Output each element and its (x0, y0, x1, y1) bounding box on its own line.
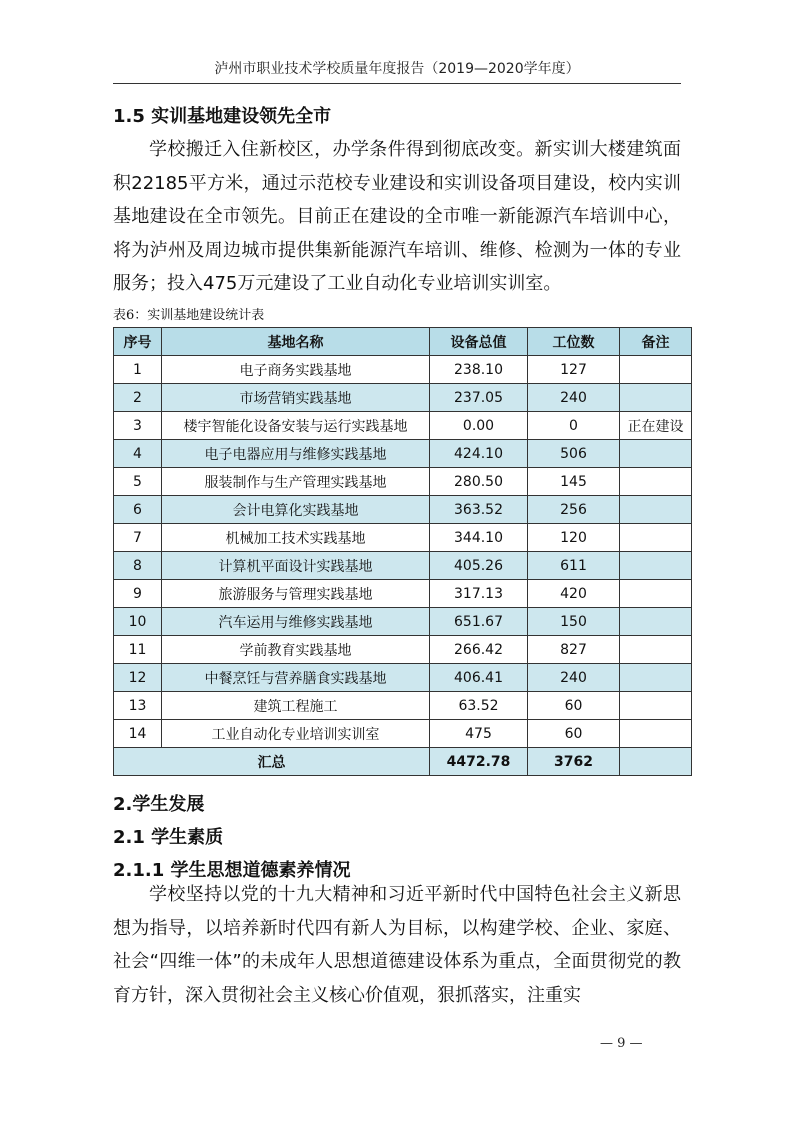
cell-remarks: 正在建设 (620, 412, 692, 440)
cell-equipment-value: 0.00 (430, 412, 528, 440)
cell-index: 11 (114, 636, 162, 664)
cell-index: 7 (114, 524, 162, 552)
table-caption: 表6：实训基地建设统计表 (113, 308, 265, 323)
cell-remarks (620, 580, 692, 608)
cell-index: 5 (114, 468, 162, 496)
cell-remarks (620, 664, 692, 692)
total-equipment-value: 4472.78 (430, 748, 528, 776)
total-workstations: 3762 (528, 748, 620, 776)
header-remarks: 备注 (620, 328, 692, 356)
cell-equipment-value: 63.52 (430, 692, 528, 720)
cell-index: 10 (114, 608, 162, 636)
total-remarks (620, 748, 692, 776)
table-header-row (114, 328, 692, 356)
cell-index: 13 (114, 692, 162, 720)
cell-remarks (620, 468, 692, 496)
cell-base-name: 电子商务实践基地 (162, 356, 430, 384)
cell-workstations: 506 (528, 440, 620, 468)
cell-workstations: 0 (528, 412, 620, 440)
cell-equipment-value: 424.10 (430, 440, 528, 468)
cell-remarks (620, 524, 692, 552)
cell-remarks (620, 384, 692, 412)
header-workstations: 工位数 (528, 328, 620, 356)
cell-equipment-value: 405.26 (430, 552, 528, 580)
cell-base-name: 学前教育实践基地 (162, 636, 430, 664)
cell-equipment-value: 344.10 (430, 524, 528, 552)
cell-equipment-value: 651.67 (430, 608, 528, 636)
header-rule (113, 83, 681, 84)
cell-index: 8 (114, 552, 162, 580)
cell-index: 9 (114, 580, 162, 608)
cell-base-name: 计算机平面设计实践基地 (162, 552, 430, 580)
cell-index: 12 (114, 664, 162, 692)
table-row (114, 580, 692, 608)
cell-base-name: 工业自动化专业培训实训室 (162, 720, 430, 748)
table-row (114, 636, 692, 664)
cell-base-name: 机械加工技术实践基地 (162, 524, 430, 552)
table-total-row (114, 748, 692, 776)
cell-remarks (620, 552, 692, 580)
table-row (114, 692, 692, 720)
section-2-1-1-title: 2.1.1 学生思想道德素养情况 (113, 860, 351, 881)
cell-base-name: 旅游服务与管理实践基地 (162, 580, 430, 608)
cell-equipment-value: 406.41 (430, 664, 528, 692)
cell-remarks (620, 608, 692, 636)
table-row (114, 608, 692, 636)
header-base-name: 基地名称 (162, 328, 430, 356)
section-2-1-title: 2.1 学生素质 (113, 827, 224, 848)
cell-index: 4 (114, 440, 162, 468)
cell-equipment-value: 363.52 (430, 496, 528, 524)
cell-base-name: 汽车运用与维修实践基地 (162, 608, 430, 636)
cell-index: 3 (114, 412, 162, 440)
cell-equipment-value: 238.10 (430, 356, 528, 384)
table-row (114, 412, 692, 440)
section-1-5-paragraph: 学校搬迁入住新校区，办学条件得到彻底改变。新实训大楼建筑面积22185平方米，通过示范校专业建设和实训设备项目建设，校内实训基地建设在全市领先。目前正在建设的全市唯一新能源汽车培训中心，将为泸州及周边城市提供集新能源汽车培训、维修、检测为一体的专业服务；投入475万元建设了工业自动化专业培训实训室。 (113, 139, 681, 294)
header-index: 序号 (114, 328, 162, 356)
cell-remarks (620, 720, 692, 748)
page-number: — 9 — (600, 1036, 643, 1051)
running-header: 泸州市职业技术学校质量年度报告（2019—2020学年度） (214, 61, 580, 77)
cell-workstations: 150 (528, 608, 620, 636)
cell-index: 6 (114, 496, 162, 524)
table-row (114, 664, 692, 692)
table-row (114, 496, 692, 524)
table-row (114, 552, 692, 580)
table-row (114, 468, 692, 496)
table-row (114, 524, 692, 552)
cell-workstations: 60 (528, 720, 620, 748)
cell-index: 2 (114, 384, 162, 412)
cell-base-name: 电子电器应用与维修实践基地 (162, 440, 430, 468)
cell-index: 14 (114, 720, 162, 748)
cell-workstations: 127 (528, 356, 620, 384)
cell-equipment-value: 317.13 (430, 580, 528, 608)
cell-equipment-value: 237.05 (430, 384, 528, 412)
section-1-5-title: 1.5 实训基地建设领先全市 (113, 106, 332, 127)
section-2-1-1-paragraph: 学校坚持以党的十九大精神和习近平新时代中国特色社会主义新思想为指导，以培养新时代四有新人为目标，以构建学校、企业、家庭、社会“四维一体”的未成年人思想道德建设体系为重点，全面贯彻党的教育方针，深入贯彻社会主义核心价值观，狠抓落实，注重实 (113, 884, 681, 1006)
cell-equipment-value: 280.50 (430, 468, 528, 496)
cell-base-name: 会计电算化实践基地 (162, 496, 430, 524)
cell-workstations: 60 (528, 692, 620, 720)
cell-workstations: 240 (528, 384, 620, 412)
table-row (114, 356, 692, 384)
cell-base-name: 建筑工程施工 (162, 692, 430, 720)
cell-workstations: 256 (528, 496, 620, 524)
header-equipment-value: 设备总值 (430, 328, 528, 356)
cell-remarks (620, 496, 692, 524)
cell-remarks (620, 636, 692, 664)
cell-workstations: 240 (528, 664, 620, 692)
cell-index: 1 (114, 356, 162, 384)
cell-workstations: 145 (528, 468, 620, 496)
cell-remarks (620, 356, 692, 384)
cell-base-name: 楼宇智能化设备安装与运行实践基地 (162, 412, 430, 440)
cell-base-name: 中餐烹饪与营养膳食实践基地 (162, 664, 430, 692)
cell-equipment-value: 475 (430, 720, 528, 748)
cell-workstations: 827 (528, 636, 620, 664)
cell-remarks (620, 692, 692, 720)
section-2-title: 2.学生发展 (113, 794, 205, 815)
cell-equipment-value: 266.42 (430, 636, 528, 664)
cell-workstations: 420 (528, 580, 620, 608)
table-row (114, 384, 692, 412)
cell-base-name: 市场营销实践基地 (162, 384, 430, 412)
training-base-table (113, 327, 692, 776)
cell-workstations: 120 (528, 524, 620, 552)
cell-remarks (620, 440, 692, 468)
table-row (114, 720, 692, 748)
total-label: 汇总 (114, 748, 430, 776)
cell-workstations: 611 (528, 552, 620, 580)
cell-base-name: 服装制作与生产管理实践基地 (162, 468, 430, 496)
table-row (114, 440, 692, 468)
